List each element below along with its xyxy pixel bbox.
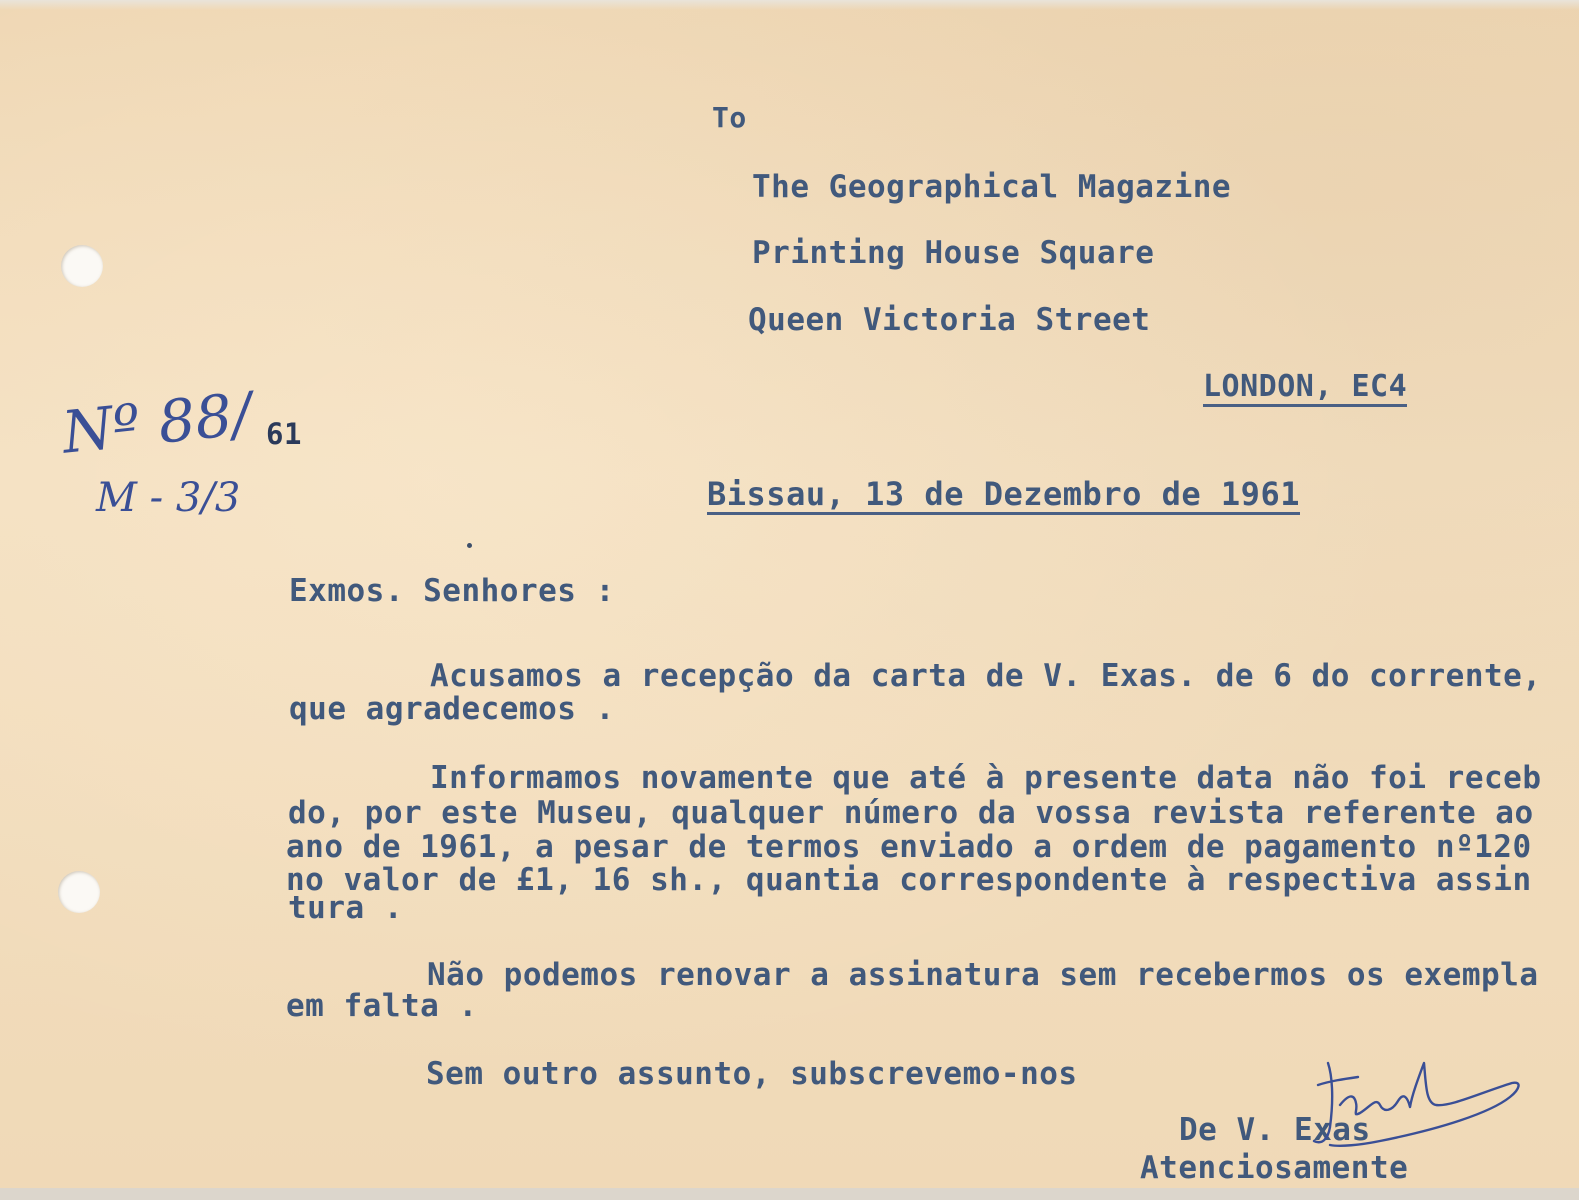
to-label: To [712,101,747,134]
handwritten-reference-number: Nº 88/ [58,379,255,467]
paragraph-2-line-2: do, por este Museu, qualquer número da vossa revista referente ao [288,795,1534,831]
recipient-city: LONDON, EC4 [1203,372,1407,407]
recipient-name: The Geographical Magazine [752,169,1232,205]
punch-hole-top [61,245,103,287]
paragraph-2-line-1: Informamos novamente que até à presente data não foi receb [430,760,1542,796]
paragraph-2-line-3: ano de 1961, a pesar de termos enviado a ordem de pagamento nº120 [286,829,1532,865]
salutation: Exmos. Senhores : [289,573,615,609]
punch-hole-bottom [58,871,100,913]
recipient-address-line-2: Queen Victoria Street [748,302,1151,338]
paragraph-2-line-4: no valor de £1, 16 sh., quantia correspondente à respectiva assin [286,862,1532,898]
paragraph-2-line-5: tura . [288,890,403,926]
date-line: Bissau, 13 de Dezembro de 1961 [707,475,1300,513]
sign-off-line-2: Atenciosamente [1140,1150,1409,1186]
handwritten-file-code: M - 3/3 [96,475,241,521]
recipient-address-line-1: Printing House Square [752,235,1155,271]
reference-year: 61 [266,417,302,451]
ink-speck [467,543,472,548]
closing-line: Sem outro assunto, subscrevemo-nos [426,1056,1078,1092]
paper-top-edge [0,0,1579,10]
paper-bottom-edge [0,1188,1579,1200]
paragraph-1-line-2: que agradecemos . [289,691,615,727]
paragraph-3-line-1: Não podemos renovar a assinatura sem recebermos os exempla [427,957,1539,993]
paragraph-3-line-2: em falta . [286,988,478,1024]
paragraph-1-line-1: Acusamos a recepção da carta de V. Exas. de 6 do corrente, [430,658,1542,694]
sign-off-line-1: De V. Exas [1179,1112,1371,1148]
handwritten-signature [1300,1055,1530,1155]
